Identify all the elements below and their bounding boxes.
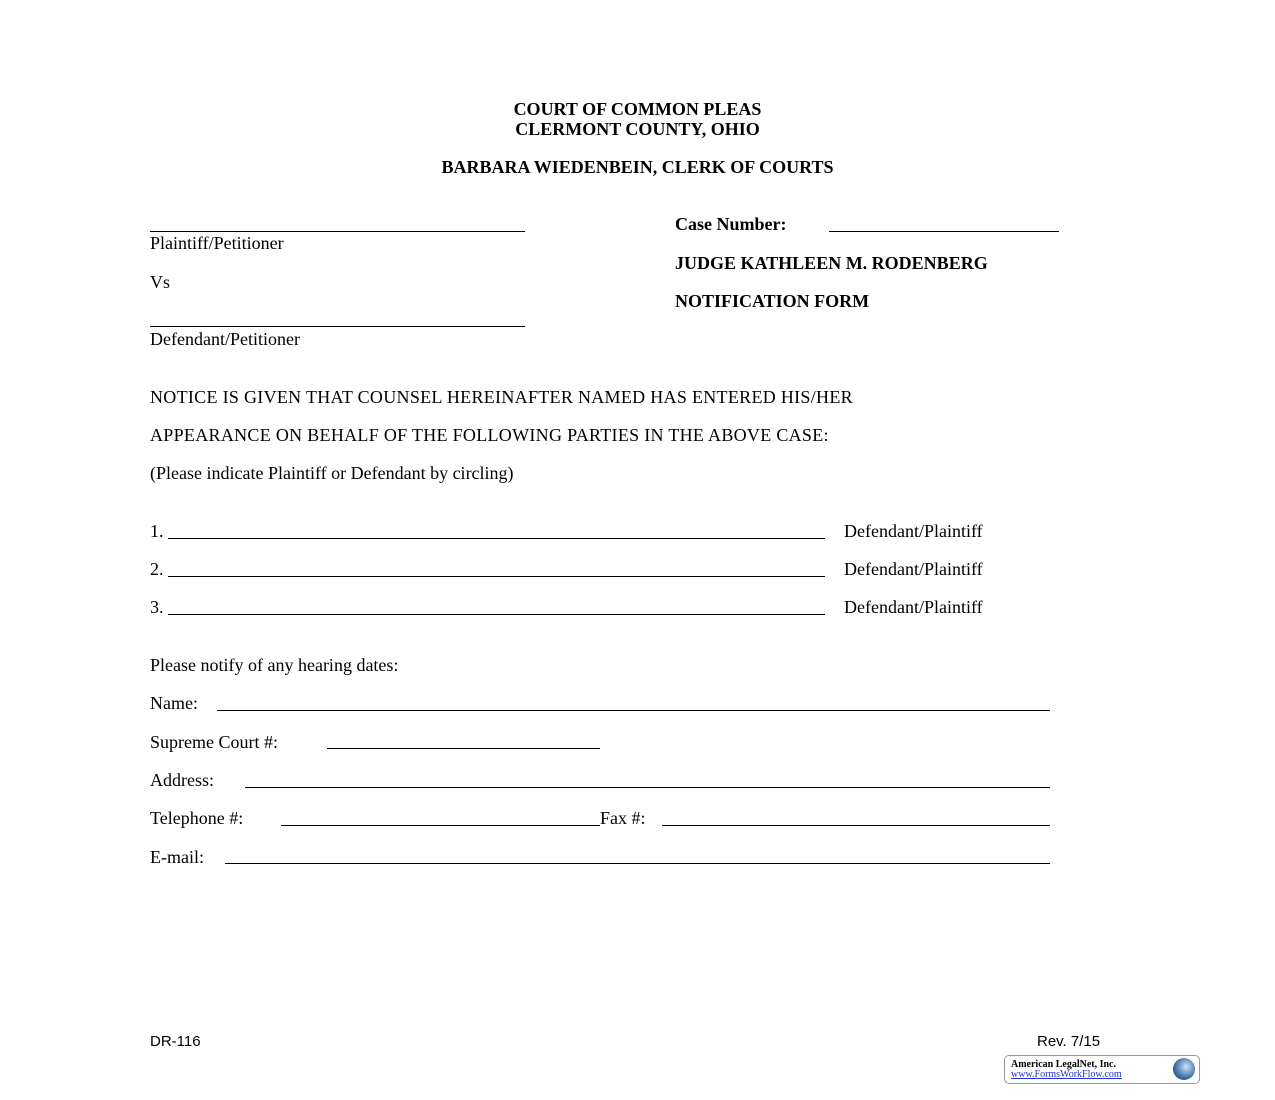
- county-name: CLERMONT COUNTY, OHIO: [515, 119, 760, 139]
- party-line[interactable]: [168, 614, 825, 615]
- case-number-label: Case Number:: [675, 214, 787, 234]
- vs-label: Vs: [150, 272, 171, 292]
- clerk-name: BARBARA WIEDENBEIN, CLERK OF COURTS: [441, 157, 834, 177]
- contact-intro: Please notify of any hearing dates:: [150, 655, 399, 675]
- supreme-court-line[interactable]: [327, 748, 600, 749]
- form-id: DR-116: [150, 1033, 201, 1050]
- party-line[interactable]: [168, 538, 825, 539]
- email-label: E-mail:: [150, 847, 204, 867]
- supreme-court-label: Supreme Court #:: [150, 732, 278, 752]
- plaintiff-line[interactable]: [150, 231, 525, 232]
- defendant-label: Defendant/Petitioner: [150, 329, 300, 349]
- address-line[interactable]: [245, 787, 1050, 788]
- party-line[interactable]: [168, 576, 825, 577]
- party-role[interactable]: Defendant/Plaintiff: [844, 521, 983, 541]
- case-number-line[interactable]: [829, 231, 1059, 232]
- party-role[interactable]: Defendant/Plaintiff: [844, 559, 983, 579]
- globe-icon: [1173, 1058, 1195, 1080]
- name-line[interactable]: [217, 710, 1050, 711]
- party-number: 3.: [150, 597, 164, 617]
- party-role[interactable]: Defendant/Plaintiff: [844, 597, 983, 617]
- court-name: COURT OF COMMON PLEAS: [513, 99, 762, 119]
- defendant-line[interactable]: [150, 326, 525, 327]
- party-number: 1.: [150, 521, 164, 541]
- notice-line-1: NOTICE IS GIVEN THAT COUNSEL HEREINAFTER NAMED HAS ENTERED HIS/HER: [150, 387, 853, 407]
- name-label: Name:: [150, 693, 198, 713]
- email-line[interactable]: [225, 863, 1050, 864]
- party-number: 2.: [150, 559, 164, 579]
- address-label: Address:: [150, 770, 214, 790]
- plaintiff-label: Plaintiff/Petitioner: [150, 233, 284, 253]
- revision: Rev. 7/15: [1037, 1033, 1101, 1050]
- telephone-label: Telephone #:: [150, 808, 244, 828]
- fax-line[interactable]: [662, 825, 1050, 826]
- logo-company: American LegalNet, Inc.: [1011, 1059, 1116, 1070]
- form-title: NOTIFICATION FORM: [675, 291, 870, 311]
- judge-name: JUDGE KATHLEEN M. RODENBERG: [675, 253, 988, 273]
- telephone-line[interactable]: [281, 825, 600, 826]
- fax-label: Fax #:: [600, 808, 646, 828]
- american-legalnet-logo[interactable]: [1004, 1055, 1200, 1084]
- notice-line-2: APPEARANCE ON BEHALF OF THE FOLLOWING PARTIES IN THE ABOVE CASE:: [150, 425, 829, 445]
- notice-instruction: (Please indicate Plaintiff or Defendant by circling): [150, 463, 514, 483]
- logo-url[interactable]: www.FormsWorkFlow.com: [1011, 1069, 1122, 1080]
